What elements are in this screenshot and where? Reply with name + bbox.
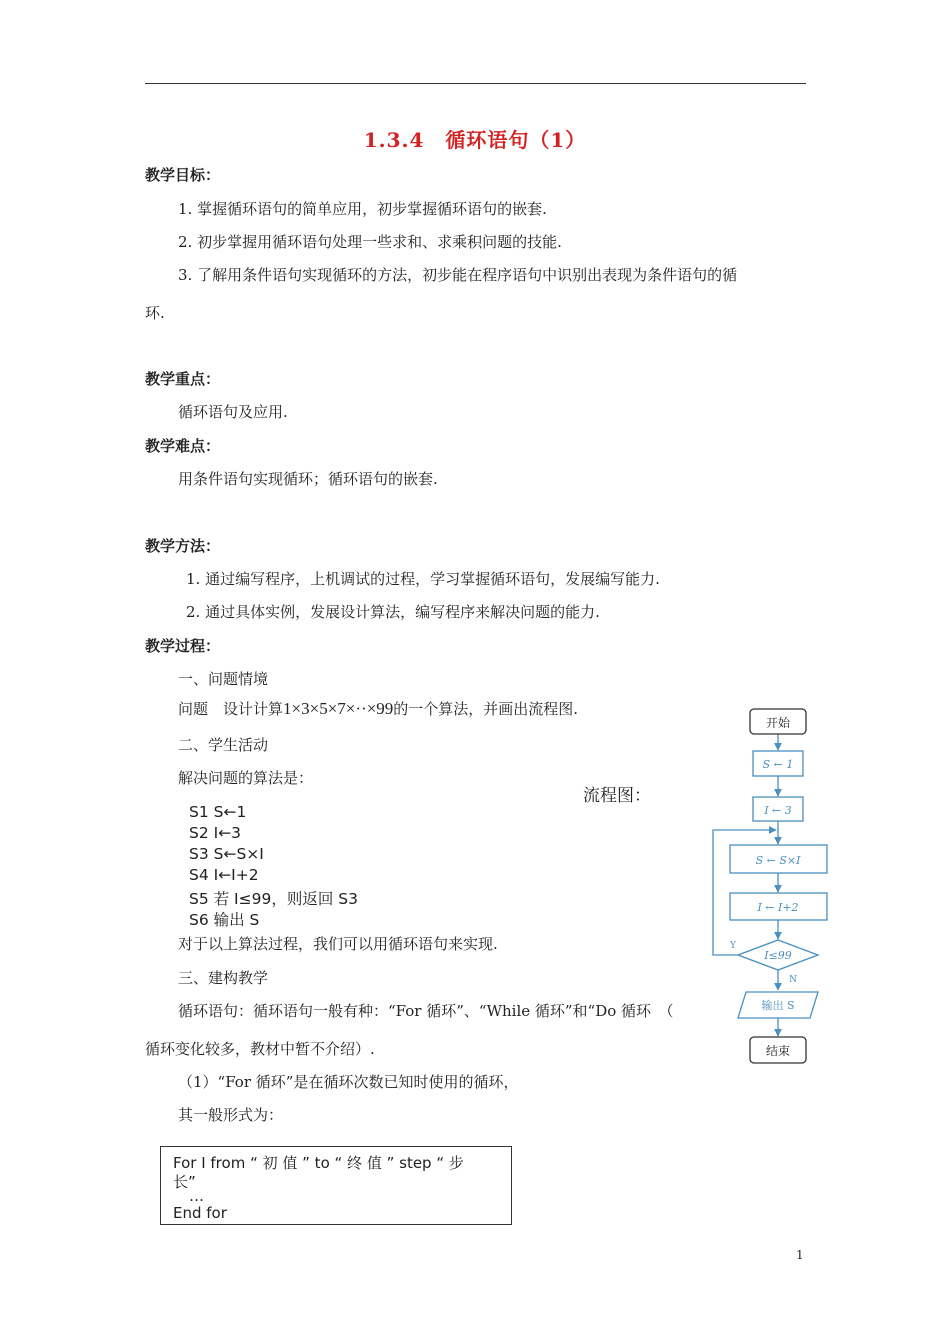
methods-heading: 教学方法： — [145, 537, 221, 555]
difficulties-text: 用条件语句实现循环；循环语句的嵌套. — [178, 470, 438, 488]
flowchart — [700, 700, 840, 1070]
flow-condition-text: I≤99 — [764, 949, 792, 962]
section-1-heading: 一、问题情境 — [178, 670, 269, 688]
objective-item-3-cont: 环. — [145, 304, 165, 322]
problem-prefix: 问题 设计计算 — [178, 700, 284, 718]
algorithm-intro: 解决问题的算法是： — [178, 769, 314, 787]
objectives-heading: 教学目标： — [145, 166, 221, 184]
key-points-heading: 教学重点： — [145, 370, 221, 388]
loop-intro: 循环语句：循环语句一般有种：“For 循环”、“While 循环”和“Do 循环 （ — [178, 1002, 674, 1020]
for-loop-desc: （1）“For 循环”是在循环次数已知时使用的循环， — [178, 1073, 519, 1091]
flow-end-text: 结束 — [765, 1044, 791, 1058]
method-item-1: 1. 通过编写程序，上机调试的过程，学习掌握循环语句，发展编写能力. — [186, 570, 660, 588]
problem-suffix: 的一个算法，并画出流程图. — [393, 700, 579, 718]
code-line-4: End for — [173, 1204, 227, 1222]
section-3-heading: 三、建构教学 — [178, 969, 269, 987]
general-form-label: 其一般形式为： — [178, 1106, 284, 1124]
for-loop-code-box — [160, 1146, 512, 1225]
code-line-2: 长” — [173, 1173, 196, 1191]
code-line-1: For I from “ 初 值 ” to “ 终 值 ” step “ 步 — [173, 1154, 464, 1172]
process-heading: 教学过程： — [145, 637, 221, 655]
flow-no-label: N — [789, 975, 797, 985]
header-rule — [145, 83, 806, 84]
section-2-heading: 二、学生活动 — [178, 736, 269, 754]
objective-item-3: 3. 了解用条件语句实现循环的方法，初步能在程序语句中识别出表现为条件语句的循 — [178, 266, 738, 284]
flowchart-label: 流程图： — [583, 786, 651, 806]
algorithm-step-3: S3 S←S×I — [189, 845, 264, 863]
problem-math: 1×3×5×7×··×99 — [283, 699, 394, 718]
flow-i-init-text: I ← 3 — [764, 804, 792, 817]
flow-yes-label: Y — [730, 941, 736, 951]
code-line-3: … — [189, 1187, 204, 1205]
difficulties-heading: 教学难点： — [145, 437, 221, 455]
page-title: 1.3.4 循环语句（1） — [363, 128, 587, 152]
page-number: 1 — [796, 1248, 804, 1262]
loop-intro-cont: 循环变化较多，教材中暂不介绍）. — [145, 1040, 375, 1058]
after-steps-text: 对于以上算法过程，我们可以用循环语句来实现. — [178, 935, 498, 953]
flow-s-init-text: S ← 1 — [762, 758, 794, 771]
algorithm-step-4: S4 I←I+2 — [189, 866, 259, 884]
flow-i-update-text: I ← I+2 — [757, 901, 799, 914]
method-item-2: 2. 通过具体实例，发展设计算法，编写程序来解决问题的能力. — [186, 603, 600, 621]
algorithm-step-1: S1 S←1 — [189, 803, 247, 821]
algorithm-step-5: S5 若 I≤99，则返回 S3 — [189, 890, 358, 908]
flow-s-update-text: S ← S×I — [755, 854, 801, 867]
key-points-text: 循环语句及应用. — [178, 403, 288, 421]
objective-item-1: 1. 掌握循环语句的简单应用，初步掌握循环语句的嵌套. — [178, 200, 547, 218]
problem-statement — [178, 698, 578, 719]
algorithm-step-6: S6 输出 S — [189, 911, 260, 929]
algorithm-step-2: S2 I←3 — [189, 824, 242, 842]
flow-start-text: 开始 — [765, 716, 791, 730]
flow-output-text: 输出 S — [761, 999, 795, 1012]
objective-item-2: 2. 初步掌握用循环语句处理一些求和、求乘积问题的技能. — [178, 233, 562, 251]
